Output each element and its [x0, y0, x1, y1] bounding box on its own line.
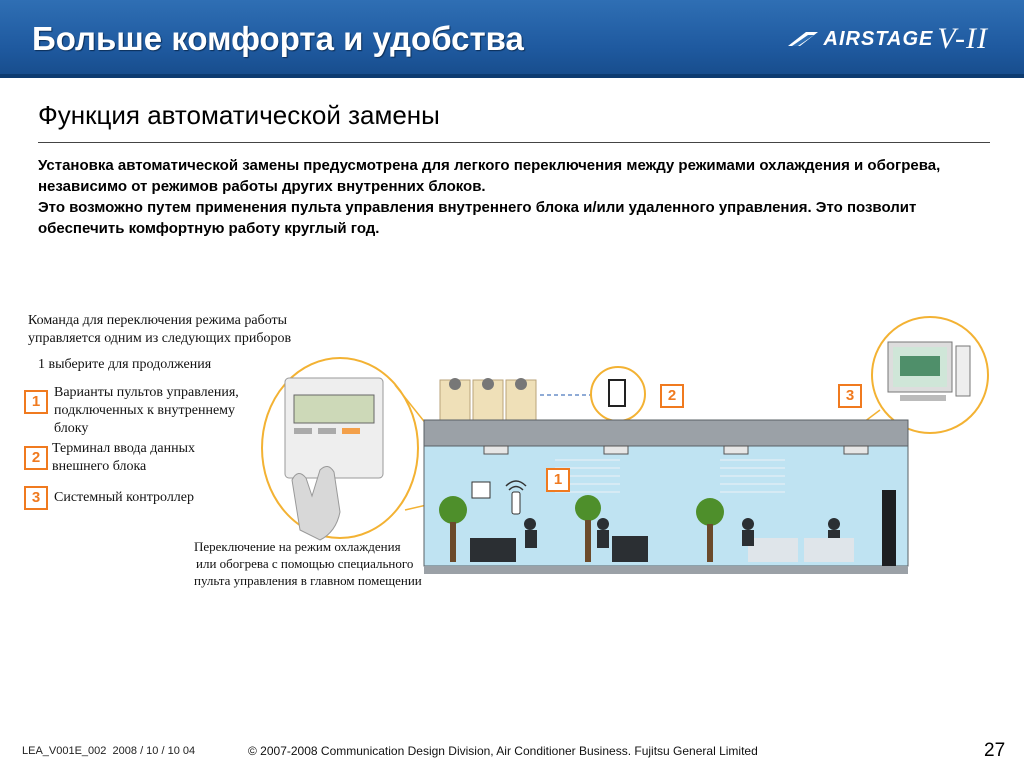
plant-icon: [575, 495, 601, 521]
scene-label-3: 3: [838, 384, 862, 408]
scene-label-2: 2: [660, 384, 684, 408]
intro-line-1: Команда для переключения режима работы: [28, 313, 288, 328]
section-title: Функция автоматической замены: [38, 100, 440, 130]
legend-number-2: 2: [24, 446, 48, 470]
building-illustration: [0, 300, 1024, 600]
airstage-logo: [786, 22, 989, 56]
description-paragraph-2: Это возможно путем применения пульта управления внутреннего блока и/или удаленного управления. Это позволит обеспечить комфортную работу круглый год.: [38, 199, 917, 237]
fan-icon: [449, 378, 461, 390]
logo-text: AIRSTAGE: [823, 27, 934, 50]
description: [38, 155, 988, 239]
select-hint: 1 выберите для продолжения: [38, 357, 212, 372]
intro-line-2: управляется одним из следующих приборов: [28, 331, 292, 346]
ceiling-cassette-icon: [604, 446, 628, 454]
footer-meta: [22, 745, 195, 757]
plant-icon: [696, 498, 724, 526]
plant-icon: [439, 496, 467, 524]
auto-changeover-diagram: [0, 300, 1024, 600]
building-ceiling: [424, 420, 908, 446]
ceiling-cassette-icon: [844, 446, 868, 454]
room-wall-remote-icon: [472, 482, 490, 498]
logo-swoosh-icon: [786, 29, 820, 49]
page-number: 27: [984, 740, 1006, 761]
ceiling-cassette-icon: [724, 446, 748, 454]
legend-option-2-line-1: Терминал ввода данных: [52, 441, 195, 456]
door-icon: [882, 490, 896, 566]
description-paragraph-1: Установка автоматической замены предусмотрена для легкого переключения между режимами охлаждения и обогрева, независимо от режимов работы других внутренних блоков.: [38, 157, 941, 195]
header-divider: [0, 74, 1024, 78]
legend-option-1-line-1: Варианты пультов управления,: [54, 385, 239, 400]
legend-option-1-line-3: блоку: [54, 421, 89, 436]
legend-option-1-line-2: подключенных к внутреннему: [54, 403, 236, 418]
remote-display-icon: [294, 395, 374, 423]
legend-option-3-line-1: Системный контроллер: [54, 490, 194, 505]
footer-doc-code: LEA_V001E_002: [22, 745, 107, 757]
remote-button-icon: [342, 428, 360, 434]
legend-number-3: 3: [24, 486, 48, 510]
ceiling-cassette-icon: [484, 446, 508, 454]
wireless-remote-icon: [512, 492, 520, 514]
legend-option-2-line-2: внешнего блока: [52, 459, 147, 474]
scene-label-1: 1: [546, 468, 570, 492]
footer-date: 2008 / 10 / 10 04: [112, 745, 196, 757]
footer-copyright: © 2007-2008 Communication Design Division, Air Conditioner Business. Fujitsu General Limited: [248, 744, 758, 758]
section-rule: [38, 142, 990, 143]
logo-version: V-II: [937, 22, 988, 55]
remote-button-icon: [294, 428, 312, 434]
remote-button-icon: [318, 428, 336, 434]
building-floor: [424, 566, 908, 574]
header-bar: [0, 0, 1024, 78]
screen-plan: [900, 356, 940, 376]
caption-line-3: пульта управления в главном помещении: [194, 573, 422, 588]
legend-number-1: 1: [24, 390, 48, 414]
page-title: Больше комфорта и удобства: [32, 20, 524, 57]
fan-icon: [482, 378, 494, 390]
data-terminal-icon: [609, 380, 625, 406]
keyboard-icon: [900, 395, 946, 401]
fan-icon: [515, 378, 527, 390]
caption-line-1: Переключение на режим охлаждения: [194, 539, 401, 554]
caption-line-2: или обогрева с помощью специального: [196, 556, 414, 571]
pc-tower-icon: [956, 346, 970, 396]
